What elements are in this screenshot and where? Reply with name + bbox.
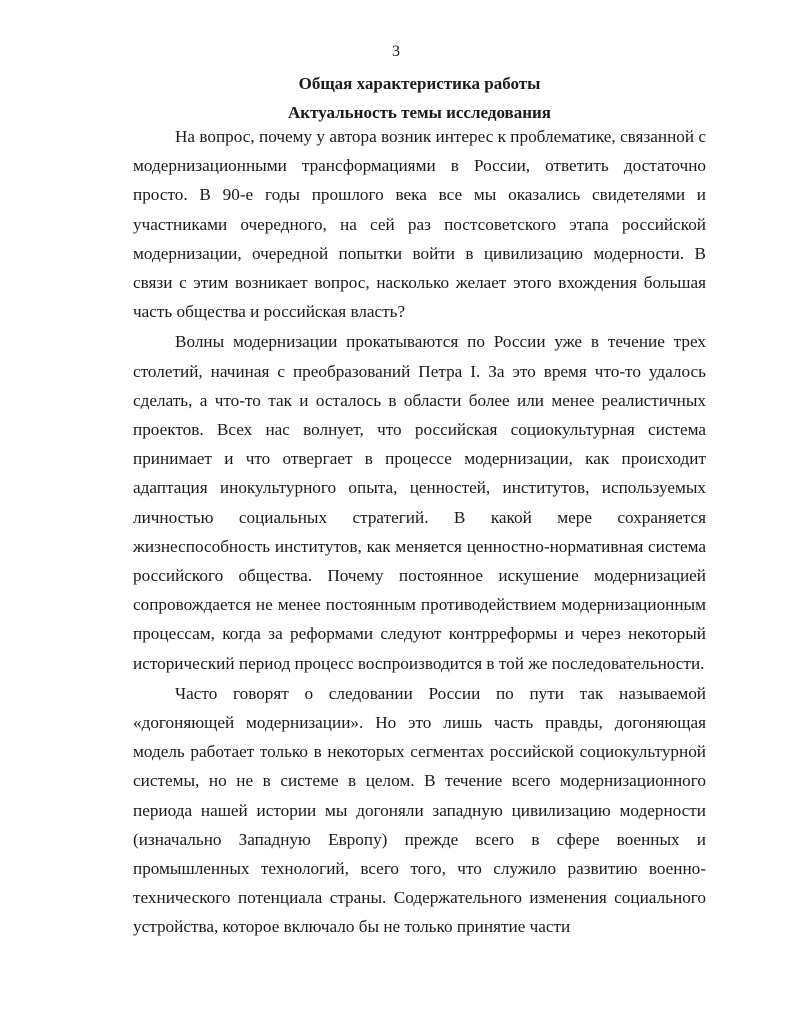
paragraph-2: Волны модернизации прокатываются по России уже в течение трех столетий, начиная с преобразований Петра I. За это время что-то удалось сделать, а что-то так и осталось в области более или менее реалистичных проектов. Всех нас волнует, что российская социокультурная система принимает и что отвергает в процессе модернизации, как происходит адаптация инокультурного опыта, ценностей, институтов, используемых личностью социальных стратегий. В какой мере сохраняется жизнеспособность институтов, как меняется ценностно-нормативная система российского общества. Почему постоянное искушение модернизацией сопровождается не менее постоянным противодействием модернизационным процессам, когда за реформами следуют контрреформы и через некоторый исторический период процесс воспроизводится в той же последовательности.	[133, 332, 706, 673]
paragraph-3: Часто говорят о следовании России по пути так называемой «догоняющей модернизации». Но это лишь часть правды, догоняющая модель работает только в некоторых сегментах российской социокультурной системы, но не в системе в целом. В течение всего модернизационного периода нашей истории мы догоняли западную цивилизацию модерности (изначально Западную Европу) прежде всего в сфере военных и промышленных технологий, всего того, что служило развитию военно-технического потенциала страны. Содержательного изменения социального устройства, которое включало бы не только принятие части	[133, 683, 706, 937]
document-heading: Общая характеристика работы	[298, 74, 541, 93]
section-subheading: Актуальность темы исследования	[288, 103, 551, 122]
body-text	[133, 122, 706, 942]
paragraph-1: На вопрос, почему у автора возник интерес к проблематике, связанной с модернизационными трансформациями в России, ответить достаточно просто. В 90-е годы прошлого века все мы оказались свидетелями и участниками очередного, на сей раз постсоветского этапа российской модернизации, очередной попытки войти в цивилизацию модерности. В связи с этим возникает вопрос, насколько желает этого вхождения большая часть общества и российская власть?	[133, 127, 706, 322]
page-number: 3	[392, 43, 400, 60]
